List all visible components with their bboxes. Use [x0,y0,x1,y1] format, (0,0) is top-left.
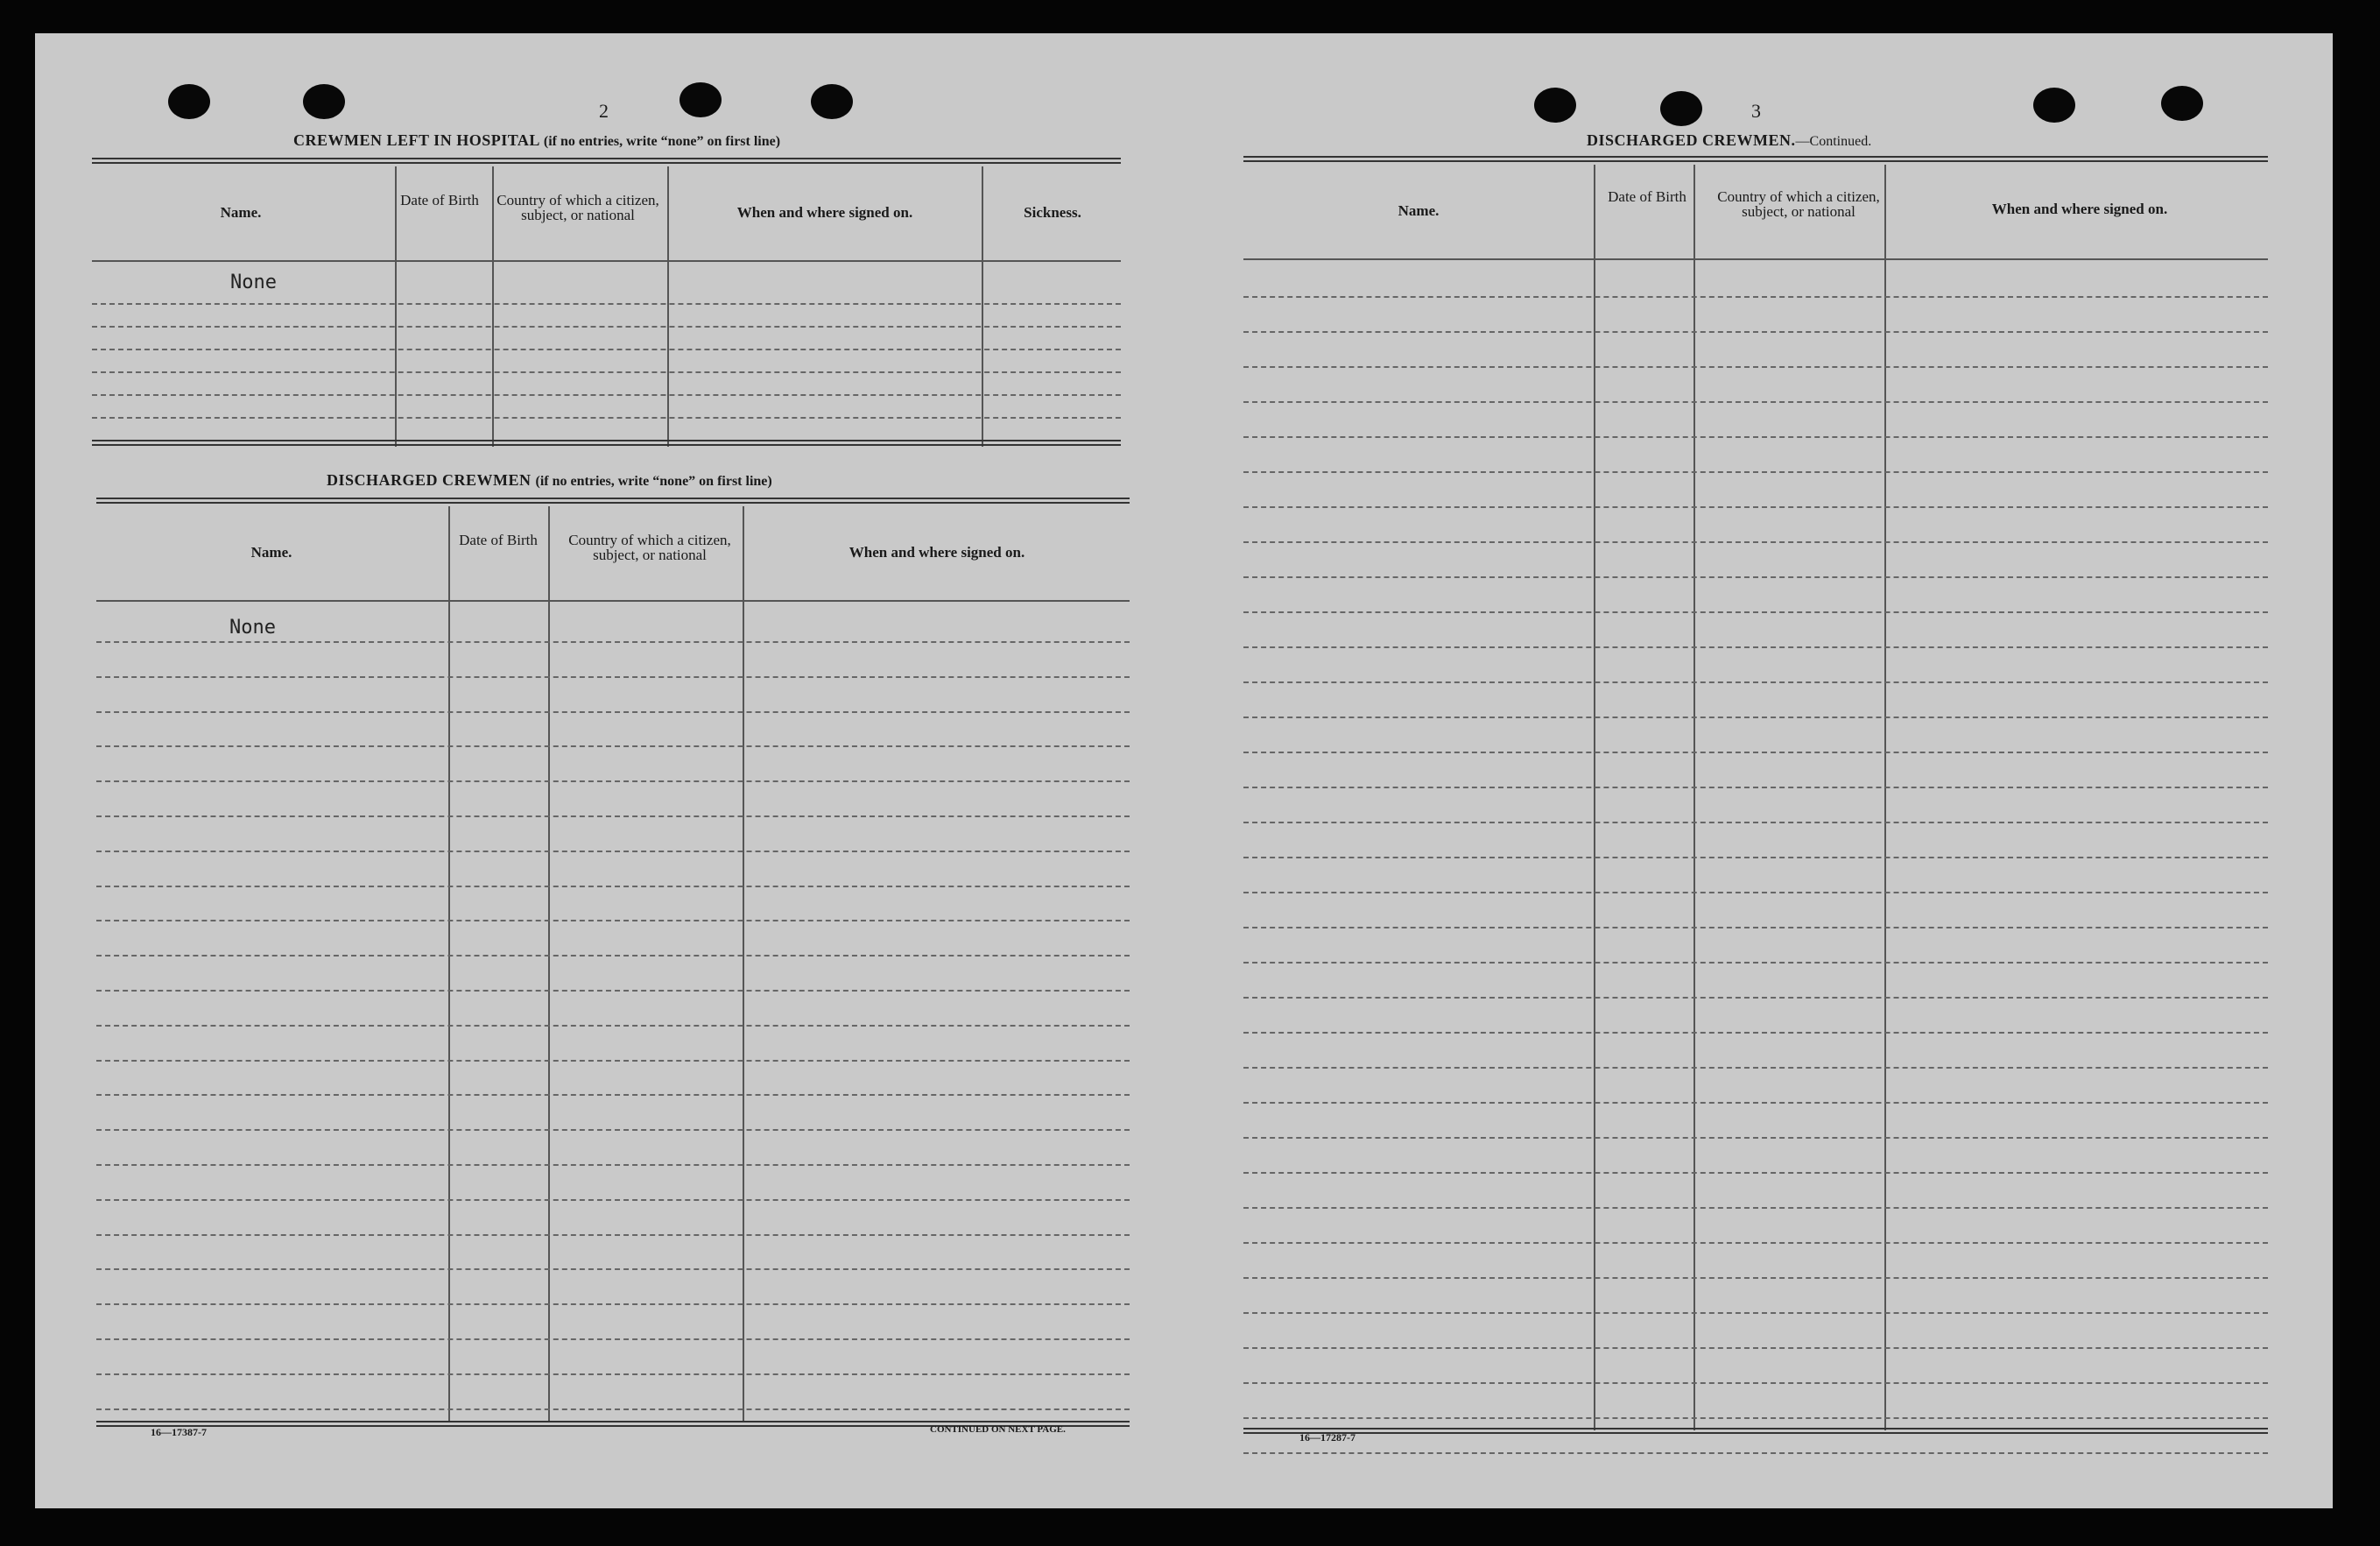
table-row [1243,1172,2268,1174]
column-header: Name. [220,204,262,221]
table-row [96,780,1130,782]
table-row [96,1303,1130,1305]
punch-hole [811,84,853,119]
table-row [96,1338,1130,1340]
table-row [1243,1102,2268,1104]
table-row [96,1025,1130,1027]
discharged-title-note: (if no entries, write “none” on first line) [535,474,772,489]
table-row [96,1060,1130,1062]
table-row [1243,506,2268,508]
column-header: When and where signed on. [1991,201,2168,217]
column-divider [982,166,983,447]
table-row [96,676,1130,678]
table-row [1243,611,2268,613]
column-header: Country of which a citizen, subject, or national [1717,188,1880,220]
table-top-rule [92,158,1121,164]
discharged-continued-text: DISCHARGED CREWMEN. [1587,131,1796,149]
header-rule [96,600,1130,602]
table-row [1243,717,2268,718]
column-header: Name. [1398,202,1440,219]
table-row [1243,1312,2268,1314]
table-row [92,371,1121,373]
table-row [96,1408,1130,1410]
column-header: Date of Birth [1608,188,1686,205]
column-divider [1594,165,1595,1430]
column-divider [1884,165,1886,1430]
table-row [1243,646,2268,648]
table-row [1243,752,2268,753]
table-row [96,1094,1130,1096]
table-row [1243,1137,2268,1139]
table-row [92,349,1121,350]
punch-hole [168,84,210,119]
column-divider [667,166,669,447]
table-row [1243,576,2268,578]
table-bottom-rule [92,440,1121,446]
continued-note: CONTINUED ON NEXT PAGE. [930,1424,1066,1435]
punch-hole [679,82,722,117]
name-entry: None [230,272,277,293]
ledger-paper [35,33,2333,1508]
column-header: When and where signed on. [848,544,1025,561]
punch-hole [303,84,345,119]
table-row [1243,436,2268,438]
table-row [96,641,1130,643]
table-row [1243,787,2268,788]
hospital-table [92,158,1121,448]
page-number: 2 [599,100,609,122]
table-row [96,990,1130,992]
table-row [96,1373,1130,1375]
column-divider [492,166,494,447]
table-row [96,1268,1130,1270]
table-row [96,711,1130,713]
column-header: Country of which a citizen, subject, or national [568,532,731,563]
page-number: 3 [1751,100,1761,122]
punch-hole [2033,88,2075,123]
discharged-section-title [327,471,772,490]
table-row [1243,1382,2268,1384]
table-row [1243,857,2268,858]
column-divider [743,506,744,1422]
column-divider [448,506,450,1422]
table-bottom-rule [1243,1428,2268,1434]
form-number: 16—17387-7 [151,1426,207,1438]
discharged-table [96,498,1130,1426]
column-header: Country of which a citizen, subject, or national [496,192,659,223]
table-row [1243,1347,2268,1349]
table-row [1243,962,2268,964]
table-row [1243,401,2268,403]
table-row [1243,1417,2268,1419]
table-row [96,886,1130,887]
table-row [96,745,1130,747]
table-row [1243,822,2268,823]
table-row [96,955,1130,957]
table-top-rule [1243,156,2268,162]
punch-hole [2161,86,2203,121]
column-divider [548,506,550,1422]
column-header: When and where signed on. [736,204,913,221]
table-row [92,326,1121,328]
table-row [1243,331,2268,333]
header-rule [92,260,1121,262]
table-row [1243,541,2268,543]
continued-suffix: —Continued. [1795,134,1872,149]
table-row [96,1164,1130,1166]
hospital-title-text: CREWMEN LEFT IN HOSPITAL [293,131,539,149]
column-header: Sickness. [1024,204,1081,221]
hospital-section-title [293,131,780,150]
table-row [1243,681,2268,683]
discharged-continued-title [1587,131,1871,150]
table-row [92,417,1121,419]
table-row [96,920,1130,921]
table-row [96,1234,1130,1236]
header-rule [1243,258,2268,260]
form-number: 16—17287-7 [1299,1431,1355,1444]
punch-hole [1660,91,1702,126]
table-row [1243,1452,2268,1454]
table-row [1243,892,2268,893]
column-header: Date of Birth [459,532,538,548]
column-divider [395,166,397,447]
column-divider [1693,165,1695,1430]
column-header: Name. [250,544,292,561]
table-row [96,851,1130,852]
table-row [96,815,1130,817]
table-row [1243,1242,2268,1244]
table-row [96,1129,1130,1131]
punch-hole [1534,88,1576,123]
table-row [1243,1067,2268,1069]
table-row [1243,471,2268,473]
name-entry: None [229,617,276,639]
hospital-title-note: (if no entries, write “none” on first line) [543,134,781,149]
discharged-title-text: DISCHARGED CREWMEN [327,471,532,489]
column-header: Date of Birth [400,192,479,208]
table-row [1243,1277,2268,1279]
table-row [92,303,1121,305]
table-row [1243,1032,2268,1034]
table-row [1243,296,2268,298]
table-row [96,1199,1130,1201]
table-row [1243,997,2268,999]
discharged-continued-table [1243,156,2268,1435]
table-top-rule [96,498,1130,504]
table-row [1243,1207,2268,1209]
table-row [1243,927,2268,928]
table-row [92,394,1121,396]
table-row [1243,366,2268,368]
